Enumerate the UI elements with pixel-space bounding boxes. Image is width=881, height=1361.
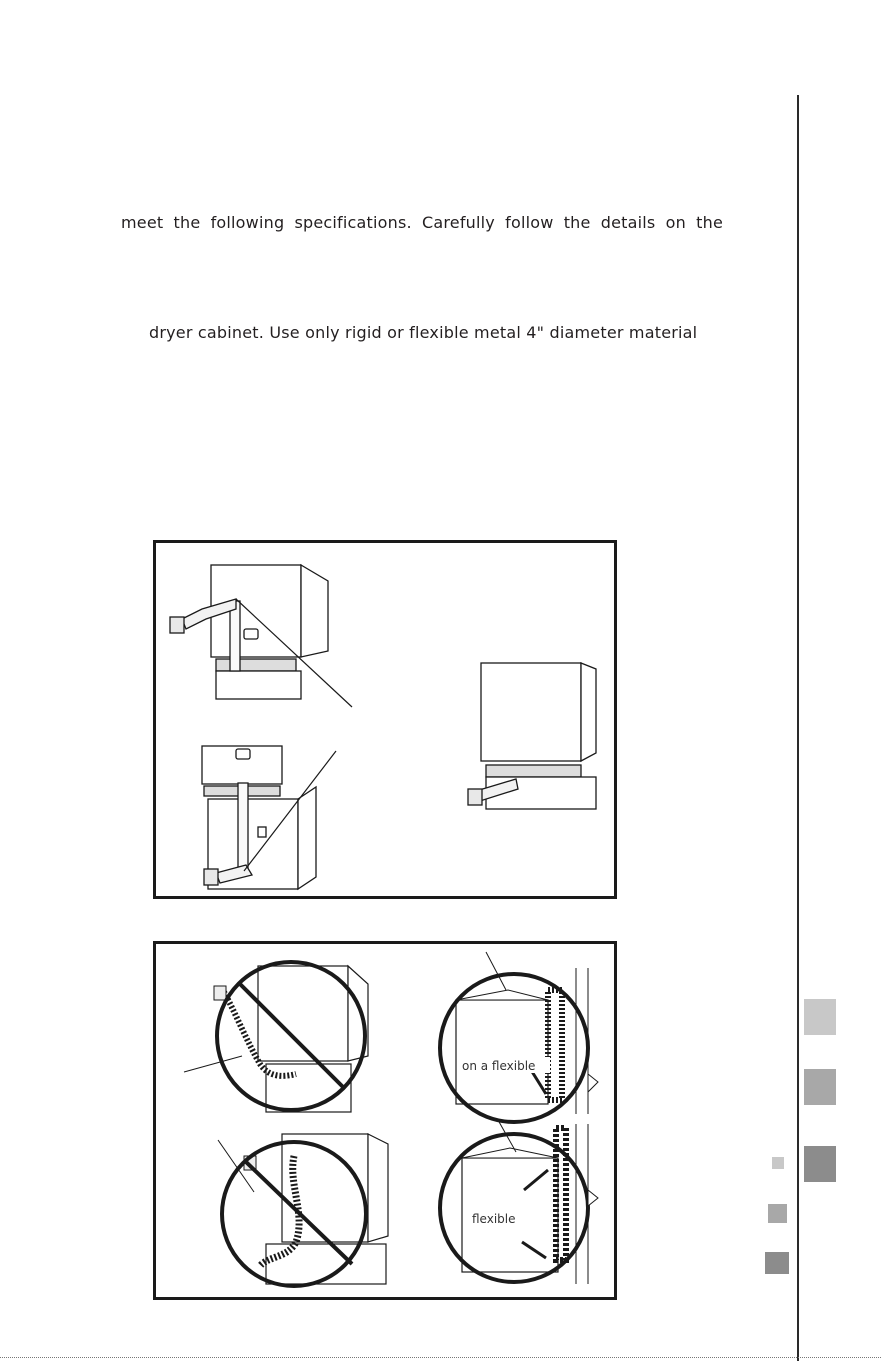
page-bottom-rule xyxy=(0,1357,881,1358)
dryer-illustration xyxy=(468,663,596,809)
section-tab xyxy=(804,999,836,1035)
section-tab xyxy=(804,1146,836,1182)
prohibited-installation xyxy=(218,1134,388,1286)
section-marker xyxy=(768,1204,787,1223)
prohibited-installation xyxy=(184,962,368,1112)
correct-installation xyxy=(440,952,598,1122)
correct-installation xyxy=(440,1120,598,1284)
section-marker xyxy=(772,1157,784,1169)
duct-routing-diagram xyxy=(156,944,614,1297)
section-marker xyxy=(765,1252,789,1274)
label-flexible: flexible xyxy=(472,1212,516,1226)
margin-rule xyxy=(797,95,799,1361)
figure-flexible-duct-routing xyxy=(153,941,617,1300)
body-text-line: dryer cabinet. Use only rigid or flexible metal 4" diameter material xyxy=(149,323,698,342)
dryer-illustration xyxy=(202,746,316,889)
venting-diagram xyxy=(156,543,614,896)
section-tab xyxy=(804,1069,836,1105)
label-on-a-flexible: on a flexible xyxy=(462,1059,536,1073)
body-text-line: meet the following specifications. Carefully follow the details on the xyxy=(121,213,723,232)
dryer-illustration xyxy=(170,565,328,699)
figure-venting-installations xyxy=(153,540,617,899)
